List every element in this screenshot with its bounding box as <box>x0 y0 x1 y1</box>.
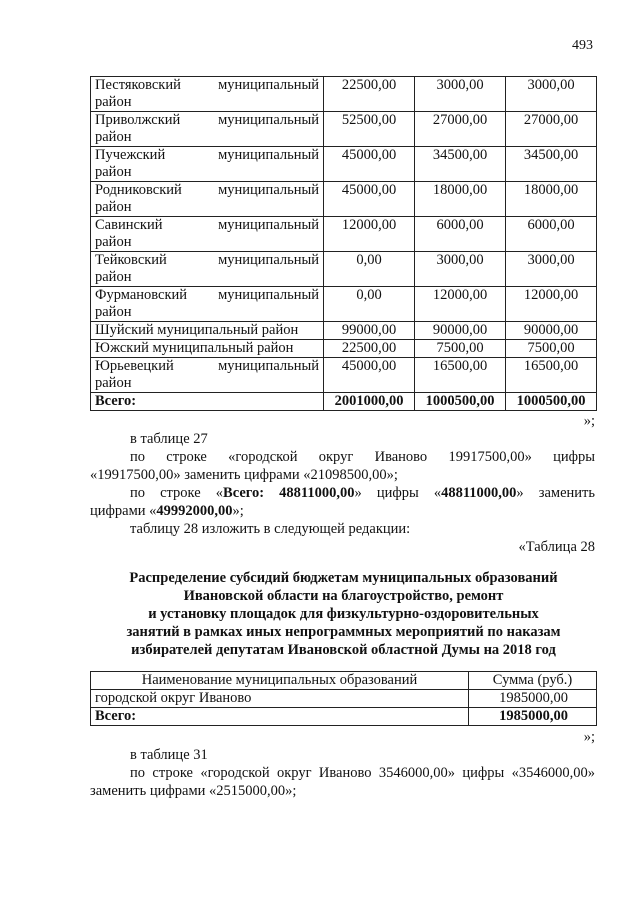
value-1: 45000,00 <box>324 147 415 182</box>
total-value-1: 2001000,00 <box>324 393 415 411</box>
value-3: 16500,00 <box>506 358 597 393</box>
value-1: 0,00 <box>324 287 415 322</box>
table-header-row <box>91 672 597 690</box>
value-1: 52500,00 <box>324 112 415 147</box>
table-heading: Распределение субсидий бюджетам муниципальных образований Ивановской области на благоустройство, ремонт и установку площадок для физкультурно-оздоровительных занятий в рамках иных непрограммных мероприятий по наказам избирателей депутатам Ивановской областной Думы на 2018 год <box>126 570 561 658</box>
district-name: Пучежский муниципальный район <box>91 147 324 182</box>
value-2: 27000,00 <box>415 112 506 147</box>
district-name: Тейковский муниципальный район <box>91 252 324 287</box>
row-sum: 1985000,00 <box>469 690 597 708</box>
table-row <box>91 287 597 322</box>
table-row <box>91 690 597 708</box>
table-row <box>91 340 597 358</box>
district-name: Юрьевецкий муниципальный район <box>91 358 324 393</box>
value-2: 7500,00 <box>415 340 506 358</box>
page-number: 493 <box>572 38 593 53</box>
district-name: Родниковский муниципальный район <box>91 182 324 217</box>
value-2: 3000,00 <box>415 252 506 287</box>
value-1: 22500,00 <box>324 77 415 112</box>
value-1: 0,00 <box>324 252 415 287</box>
value-1: 45000,00 <box>324 358 415 393</box>
total-sum: 1985000,00 <box>469 708 597 726</box>
district-name: Савинский муниципальный район <box>91 217 324 252</box>
value-2: 34500,00 <box>415 147 506 182</box>
table-caption: «Таблица 28 <box>518 539 595 555</box>
table-row <box>91 358 597 393</box>
district-name: Приволжский муниципальный район <box>91 112 324 147</box>
table-row <box>91 252 597 287</box>
total-label: Всего: <box>91 393 324 411</box>
paragraph-line: по строке «городской округ Иваново 3546000,00» цифры «3546000,00» <box>130 765 595 781</box>
value-3: 6000,00 <box>506 217 597 252</box>
value-2: 12000,00 <box>415 287 506 322</box>
value-2: 18000,00 <box>415 182 506 217</box>
paragraph-line: заменить цифрами «2515000,00»; <box>90 783 297 799</box>
value-1: 12000,00 <box>324 217 415 252</box>
value-3: 7500,00 <box>506 340 597 358</box>
value-3: 3000,00 <box>506 252 597 287</box>
value-2: 16500,00 <box>415 358 506 393</box>
table-row <box>91 112 597 147</box>
subsidy-table-28 <box>90 671 597 726</box>
value-3: 34500,00 <box>506 147 597 182</box>
table-row <box>91 217 597 252</box>
total-value-2: 1000500,00 <box>415 393 506 411</box>
district-name: Фурмановский муниципальный район <box>91 287 324 322</box>
paragraph-line: таблицу 28 изложить в следующей редакции: <box>130 521 411 537</box>
table-row <box>91 147 597 182</box>
district-name: Южский муниципальный район <box>91 340 324 358</box>
value-3: 27000,00 <box>506 112 597 147</box>
table-total-row <box>91 708 597 726</box>
total-value-3: 1000500,00 <box>506 393 597 411</box>
paragraph-line: цифрами «49992000,00»; <box>90 503 244 519</box>
table-row <box>91 182 597 217</box>
closing-quote: »; <box>583 729 595 745</box>
row-name: городской округ Иваново <box>91 690 469 708</box>
column-header-name: Наименование муниципальных образований <box>91 672 469 690</box>
paragraph-line: по строке «Всего: 48811000,00» цифры «48811000,00» заменить <box>130 485 596 501</box>
value-2: 3000,00 <box>415 77 506 112</box>
value-1: 99000,00 <box>324 322 415 340</box>
paragraph-line: в таблице 31 <box>130 747 208 763</box>
table-row <box>91 77 597 112</box>
value-3: 12000,00 <box>506 287 597 322</box>
paragraph-line: в таблице 27 <box>130 431 208 447</box>
paragraph-line: по строке «городской округ Иваново 19917500,00» цифры <box>130 449 596 465</box>
district-name: Пестяковский муниципальный район <box>91 77 324 112</box>
paragraph-line: «19917500,00» заменить цифрами «21098500,00»; <box>90 467 398 483</box>
value-3: 3000,00 <box>506 77 597 112</box>
value-1: 45000,00 <box>324 182 415 217</box>
table-total-row <box>91 393 597 411</box>
total-label: Всего: <box>91 708 469 726</box>
table-row <box>91 322 597 340</box>
value-1: 22500,00 <box>324 340 415 358</box>
value-2: 90000,00 <box>415 322 506 340</box>
value-3: 18000,00 <box>506 182 597 217</box>
value-3: 90000,00 <box>506 322 597 340</box>
subsidy-table-continued <box>90 76 597 411</box>
district-name: Шуйский муниципальный район <box>91 322 324 340</box>
column-header-sum: Сумма (руб.) <box>469 672 597 690</box>
value-2: 6000,00 <box>415 217 506 252</box>
closing-quote: »; <box>583 413 595 429</box>
